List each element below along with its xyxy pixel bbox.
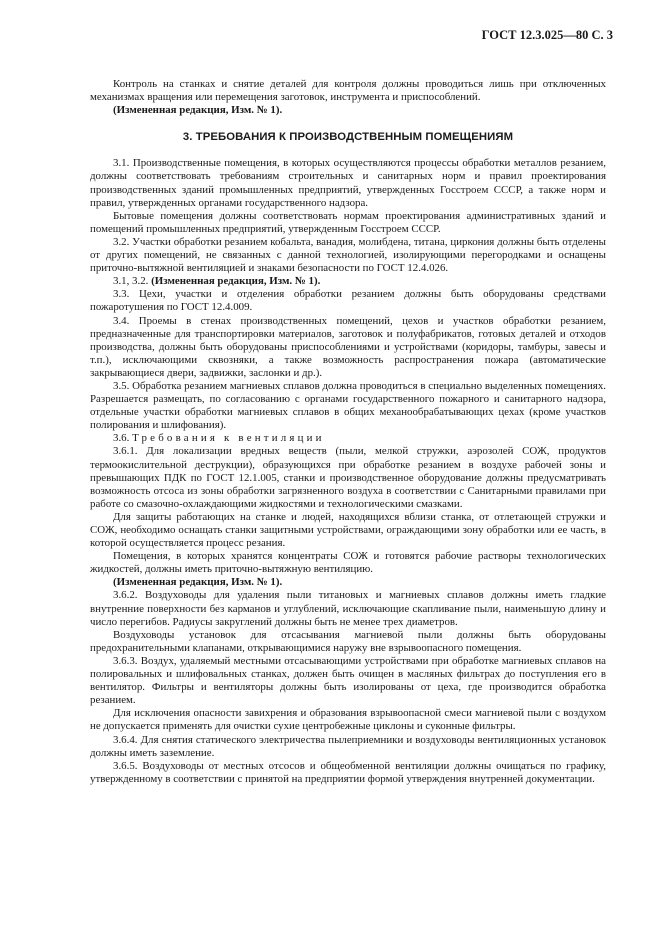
- paragraph-3-6-3: 3.6.3. Воздух, удаляемый местными отсасывающими устройствами при обработке магниевых сплавов на полировальных и шлифовальных станках, должен быть очищен в масляных фильтрах до поступления его в вентилятор. Фильтры и вентиляторы должны быть изолированы от цеха, где производится обработка резанием.: [90, 654, 606, 707]
- section-heading: 3. ТРЕБОВАНИЯ К ПРОИЗВОДСТВЕННЫМ ПОМЕЩЕНИЯМ: [182, 131, 514, 144]
- revision-clauses: 3.1, 3.2.: [113, 275, 149, 288]
- paragraph-zaschita: Для защиты работающих на станке и людей, находящихся вблизи станка, от отлетающей стружки и СОЖ, необходимо оснащать станки защитными устройствами, ограждающими зону обработки или ее часть, в которой осуществляется процесс резания.: [90, 510, 606, 550]
- revision-note: (Измененная редакция, Изм. № 1).: [113, 104, 283, 117]
- paragraph-3-5: 3.5. Обработка резанием магниевых сплавов должна проводиться в специально выделенных помещениях. Разрешается размещать, по согласованию с органами государственного пожарного и санитарного надзора, отдельные участки обработки магниевых сплавов в общих механообрабатывающих цехах (кроме участков полирования и шлифования).: [90, 379, 606, 432]
- page-header: ГОСТ 12.3.025—80 С. 3: [481, 28, 613, 42]
- revision-label: (Измененная редакция, Изм. № 1).: [151, 275, 321, 288]
- paragraph-3-3: 3.3. Цехи, участки и отделения обработки резанием должны быть оборудованы средствами пожаротушения по ГОСТ 12.4.009.: [90, 288, 606, 314]
- paragraph-control: Контроль на станках и снятие деталей для контроля должны проводиться лишь при отключенных механизмах вращения или перемещения заготовок, инструмента и приспособлений.: [90, 78, 606, 104]
- paragraph-3-6-5: 3.6.5. Воздуховоды от местных отсосов и общеобменной вентиляции должны очищаться по графику, утвержденному в соответствии с принятой на предприятии формой утверждения внутренней документации.: [90, 759, 606, 785]
- subsection-title: Требования к вентиляции: [132, 432, 325, 445]
- paragraph-3-6-2: 3.6.2. Воздуховоды для удаления пыли титановых и магниевых сплавов должны иметь гладкие внутренние поверхности без карманов и углублений, исключающие скапливание пыли, наименьшую длину и число перегибов. Радиусы закруглений должны быть не менее трех диаметров.: [90, 589, 606, 628]
- paragraph-3-2: 3.2. Участки обработки резанием кобальта, ванадия, молибдена, титана, циркония должны быть отделены от других помещений, не связанных с данной технологией, изолирующими перегородками и оснащены приточно-вытяжной вентиляцией и знаками безопасности по ГОСТ 12.4.026.: [90, 235, 606, 275]
- document-body: [90, 78, 606, 786]
- paragraph-3-1: 3.1. Производственные помещения, в которых осуществляются процессы обработки металлов резанием, должны соответствовать требованиям строительных и санитарных норм и правил проектирования производственных зданий промышленных предприятий, утвержденных Госстроем СССР, а также норм и правил, утвержденных органами государственного надзора.: [90, 157, 606, 209]
- subsection-3-6-title: [90, 432, 606, 445]
- paragraph-zavihrenie: Для исключения опасности завихрения и образования взрывоопасной смеси магниевой пыли с воздухом не допускается применять для очистки сухие центробежные циклоны и суконные фильтры.: [90, 707, 606, 733]
- paragraph-3-4: 3.4. Проемы в стенах производственных помещений, цехов и участков обработки резанием, предназначенные для транспортировки материалов, заготовок и полуфабрикатов, готовых деталей и отходов производства, должны быть оборудованы приспособлениями и устройствами (коридоры, тамбуры, завесы и т.п.), исключающими сквозняки, а также возможность распространения пожара (автоматические закрывающиеся двери, задвижки, заслонки и др.).: [90, 314, 606, 379]
- paragraph-vozduhovody: Воздуховоды установок для отсасывания магниевой пыли должны быть оборудованы предохранительными клапанами, открывающимися наружу вне взрывоопасного помещения.: [90, 628, 606, 654]
- revision-note-2: (Измененная редакция, Изм. № 1).: [113, 576, 283, 589]
- paragraph-bytovye: Бытовые помещения должны соответствовать нормам проектирования административных зданий и помещений промышленных предприятий, утвержденным Госстроем СССР.: [90, 209, 606, 235]
- paragraph-pomescheniya: Помещения, в которых хранятся концентраты СОЖ и готовятся рабочие растворы технологических жидкостей, должны иметь приточно-вытяжную вентиляцию.: [90, 550, 606, 576]
- paragraph-3-6-4: 3.6.4. Для снятия статического электричества пылеприемники и воздуховоды вентиляционных установок должны иметь заземление.: [90, 733, 606, 759]
- subsection-number: 3.6.: [113, 432, 130, 445]
- paragraph-3-6-1: 3.6.1. Для локализации вредных веществ (пыли, мелкой стружки, аэрозолей СОЖ, продуктов термоокислительной деструкции), образующихся при обработке резанием в воздухе рабочей зоны и превышающих ПДК по ГОСТ 12.1.005, станки и производственное оборудование должны предусматривать возможность отсоса из зоны обработки загрязненного воздуха в соответствии с Санитарными правилами при работе со смазочно-охлаждающими жидкостями и технологическими смазками.: [90, 445, 606, 510]
- revision-note-3-1-3-2: [90, 275, 606, 288]
